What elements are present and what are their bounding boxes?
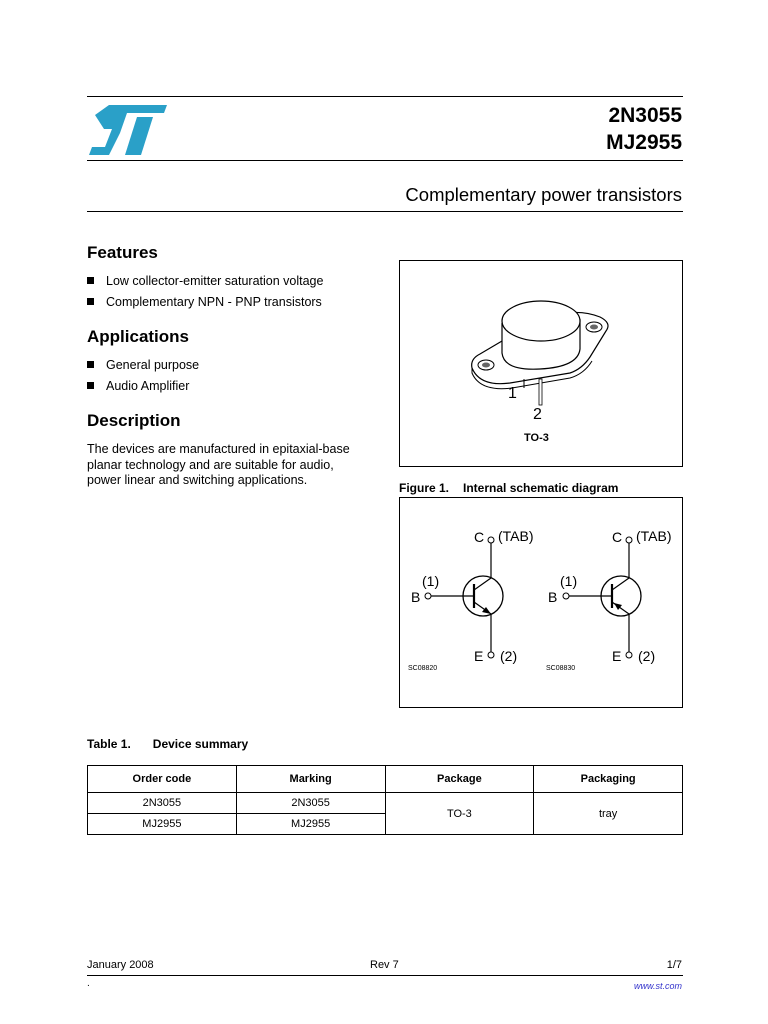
npn-emitter-terminal bbox=[488, 652, 494, 658]
schematic-figure bbox=[399, 497, 683, 708]
description-heading: Description bbox=[87, 411, 181, 430]
footer-date: January 2008 bbox=[87, 959, 154, 971]
table1-number: Table 1. bbox=[87, 737, 131, 751]
header-order-code: Order code bbox=[88, 766, 237, 793]
npn-base-pin-label: (1) bbox=[422, 573, 440, 589]
pnp-base-label: B bbox=[548, 589, 558, 605]
bullet-square-icon bbox=[87, 298, 94, 305]
description-line: power linear and switching applications. bbox=[87, 473, 308, 487]
npn-figure-code: SC08820 bbox=[408, 665, 438, 672]
npn-collector-label: C bbox=[474, 529, 485, 545]
list-item bbox=[87, 379, 199, 400]
table-header-row bbox=[88, 766, 683, 793]
footer-rule bbox=[87, 975, 683, 976]
footer-page-number: 1/7 bbox=[666, 959, 682, 971]
pnp-collector-pin-label: (TAB) bbox=[636, 528, 672, 544]
package-label: TO-3 bbox=[524, 432, 549, 444]
cell-marking: MJ2955 bbox=[236, 814, 385, 835]
pnp-collector-lead bbox=[612, 578, 629, 590]
table1-title: Device summary bbox=[152, 737, 249, 751]
applications-heading: Applications bbox=[87, 327, 190, 346]
cell-order-code: MJ2955 bbox=[88, 814, 237, 835]
pnp-emitter-arrow-icon bbox=[614, 603, 622, 610]
cell-order-code: 2N3055 bbox=[88, 793, 237, 814]
part-number-1: 2N3055 bbox=[608, 104, 682, 127]
cell-marking: 2N3055 bbox=[236, 793, 385, 814]
to3-mount-hole-left-inner bbox=[482, 363, 490, 368]
st-logo bbox=[87, 103, 169, 155]
cell-packaging: tray bbox=[534, 793, 683, 835]
feature-text: Low collector-emitter saturation voltage bbox=[106, 274, 324, 288]
pin-2-label: 2 bbox=[533, 406, 542, 423]
bullet-square-icon bbox=[87, 361, 94, 368]
header-marking: Marking bbox=[236, 766, 385, 793]
figure1-caption bbox=[399, 481, 618, 495]
document-subtitle: Complementary power transistors bbox=[405, 184, 682, 205]
pnp-figure-code: SC08830 bbox=[546, 665, 576, 672]
pin-1-label: 1 bbox=[508, 385, 517, 402]
feature-text: Complementary NPN - PNP transistors bbox=[106, 295, 322, 309]
table-row bbox=[88, 793, 683, 814]
npn-emitter-label: E bbox=[474, 648, 484, 664]
footer-revision: Rev 7 bbox=[370, 959, 399, 971]
npn-base-terminal bbox=[425, 593, 431, 599]
description-text bbox=[87, 442, 377, 489]
header-bottom-rule bbox=[87, 211, 683, 212]
description-line: planar technology and are suitable for audio, bbox=[87, 457, 334, 472]
header-top-rule bbox=[87, 96, 683, 97]
npn-collector-terminal bbox=[488, 537, 494, 543]
header-packaging: Packaging bbox=[534, 766, 683, 793]
header-mid-rule bbox=[87, 160, 683, 161]
header-package: Package bbox=[385, 766, 534, 793]
npn-emitter-pin-label: (2) bbox=[500, 648, 518, 664]
bullet-square-icon bbox=[87, 277, 94, 284]
npn-base-label: B bbox=[411, 589, 421, 605]
part-number-2: MJ2955 bbox=[606, 131, 682, 154]
st-logo-t-shape bbox=[125, 117, 153, 155]
list-item bbox=[87, 358, 199, 379]
cell-package: TO-3 bbox=[385, 793, 534, 835]
table1-caption bbox=[87, 737, 248, 751]
bullet-square-icon bbox=[87, 382, 94, 389]
npn-collector-lead bbox=[474, 578, 491, 590]
pnp-base-pin-label: (1) bbox=[560, 573, 578, 589]
to3-pin-2 bbox=[539, 379, 542, 405]
pnp-base-terminal bbox=[563, 593, 569, 599]
to3-mount-hole-right-inner bbox=[590, 325, 598, 330]
figure1-title: Internal schematic diagram bbox=[463, 481, 619, 495]
pnp-collector-terminal bbox=[626, 537, 632, 543]
list-item bbox=[87, 295, 323, 316]
npn-collector-pin-label: (TAB) bbox=[498, 528, 534, 544]
figure1-number: Figure 1. bbox=[399, 481, 450, 495]
pnp-emitter-label: E bbox=[612, 648, 622, 664]
device-summary-table bbox=[87, 765, 683, 835]
application-text: Audio Amplifier bbox=[106, 379, 190, 393]
footer-dot: . bbox=[87, 978, 90, 989]
pnp-emitter-pin-label: (2) bbox=[638, 648, 656, 664]
features-heading: Features bbox=[87, 243, 158, 262]
to3-can-top bbox=[502, 301, 580, 341]
pnp-collector-label: C bbox=[612, 529, 623, 545]
list-item bbox=[87, 274, 323, 295]
features-list bbox=[87, 274, 323, 316]
description-line: The devices are manufactured in epitaxial-base bbox=[87, 442, 350, 456]
package-figure bbox=[399, 260, 683, 467]
applications-list bbox=[87, 358, 199, 400]
application-text: General purpose bbox=[106, 358, 200, 372]
footer-website-link[interactable]: www.st.com bbox=[633, 981, 682, 991]
pnp-emitter-terminal bbox=[626, 652, 632, 658]
